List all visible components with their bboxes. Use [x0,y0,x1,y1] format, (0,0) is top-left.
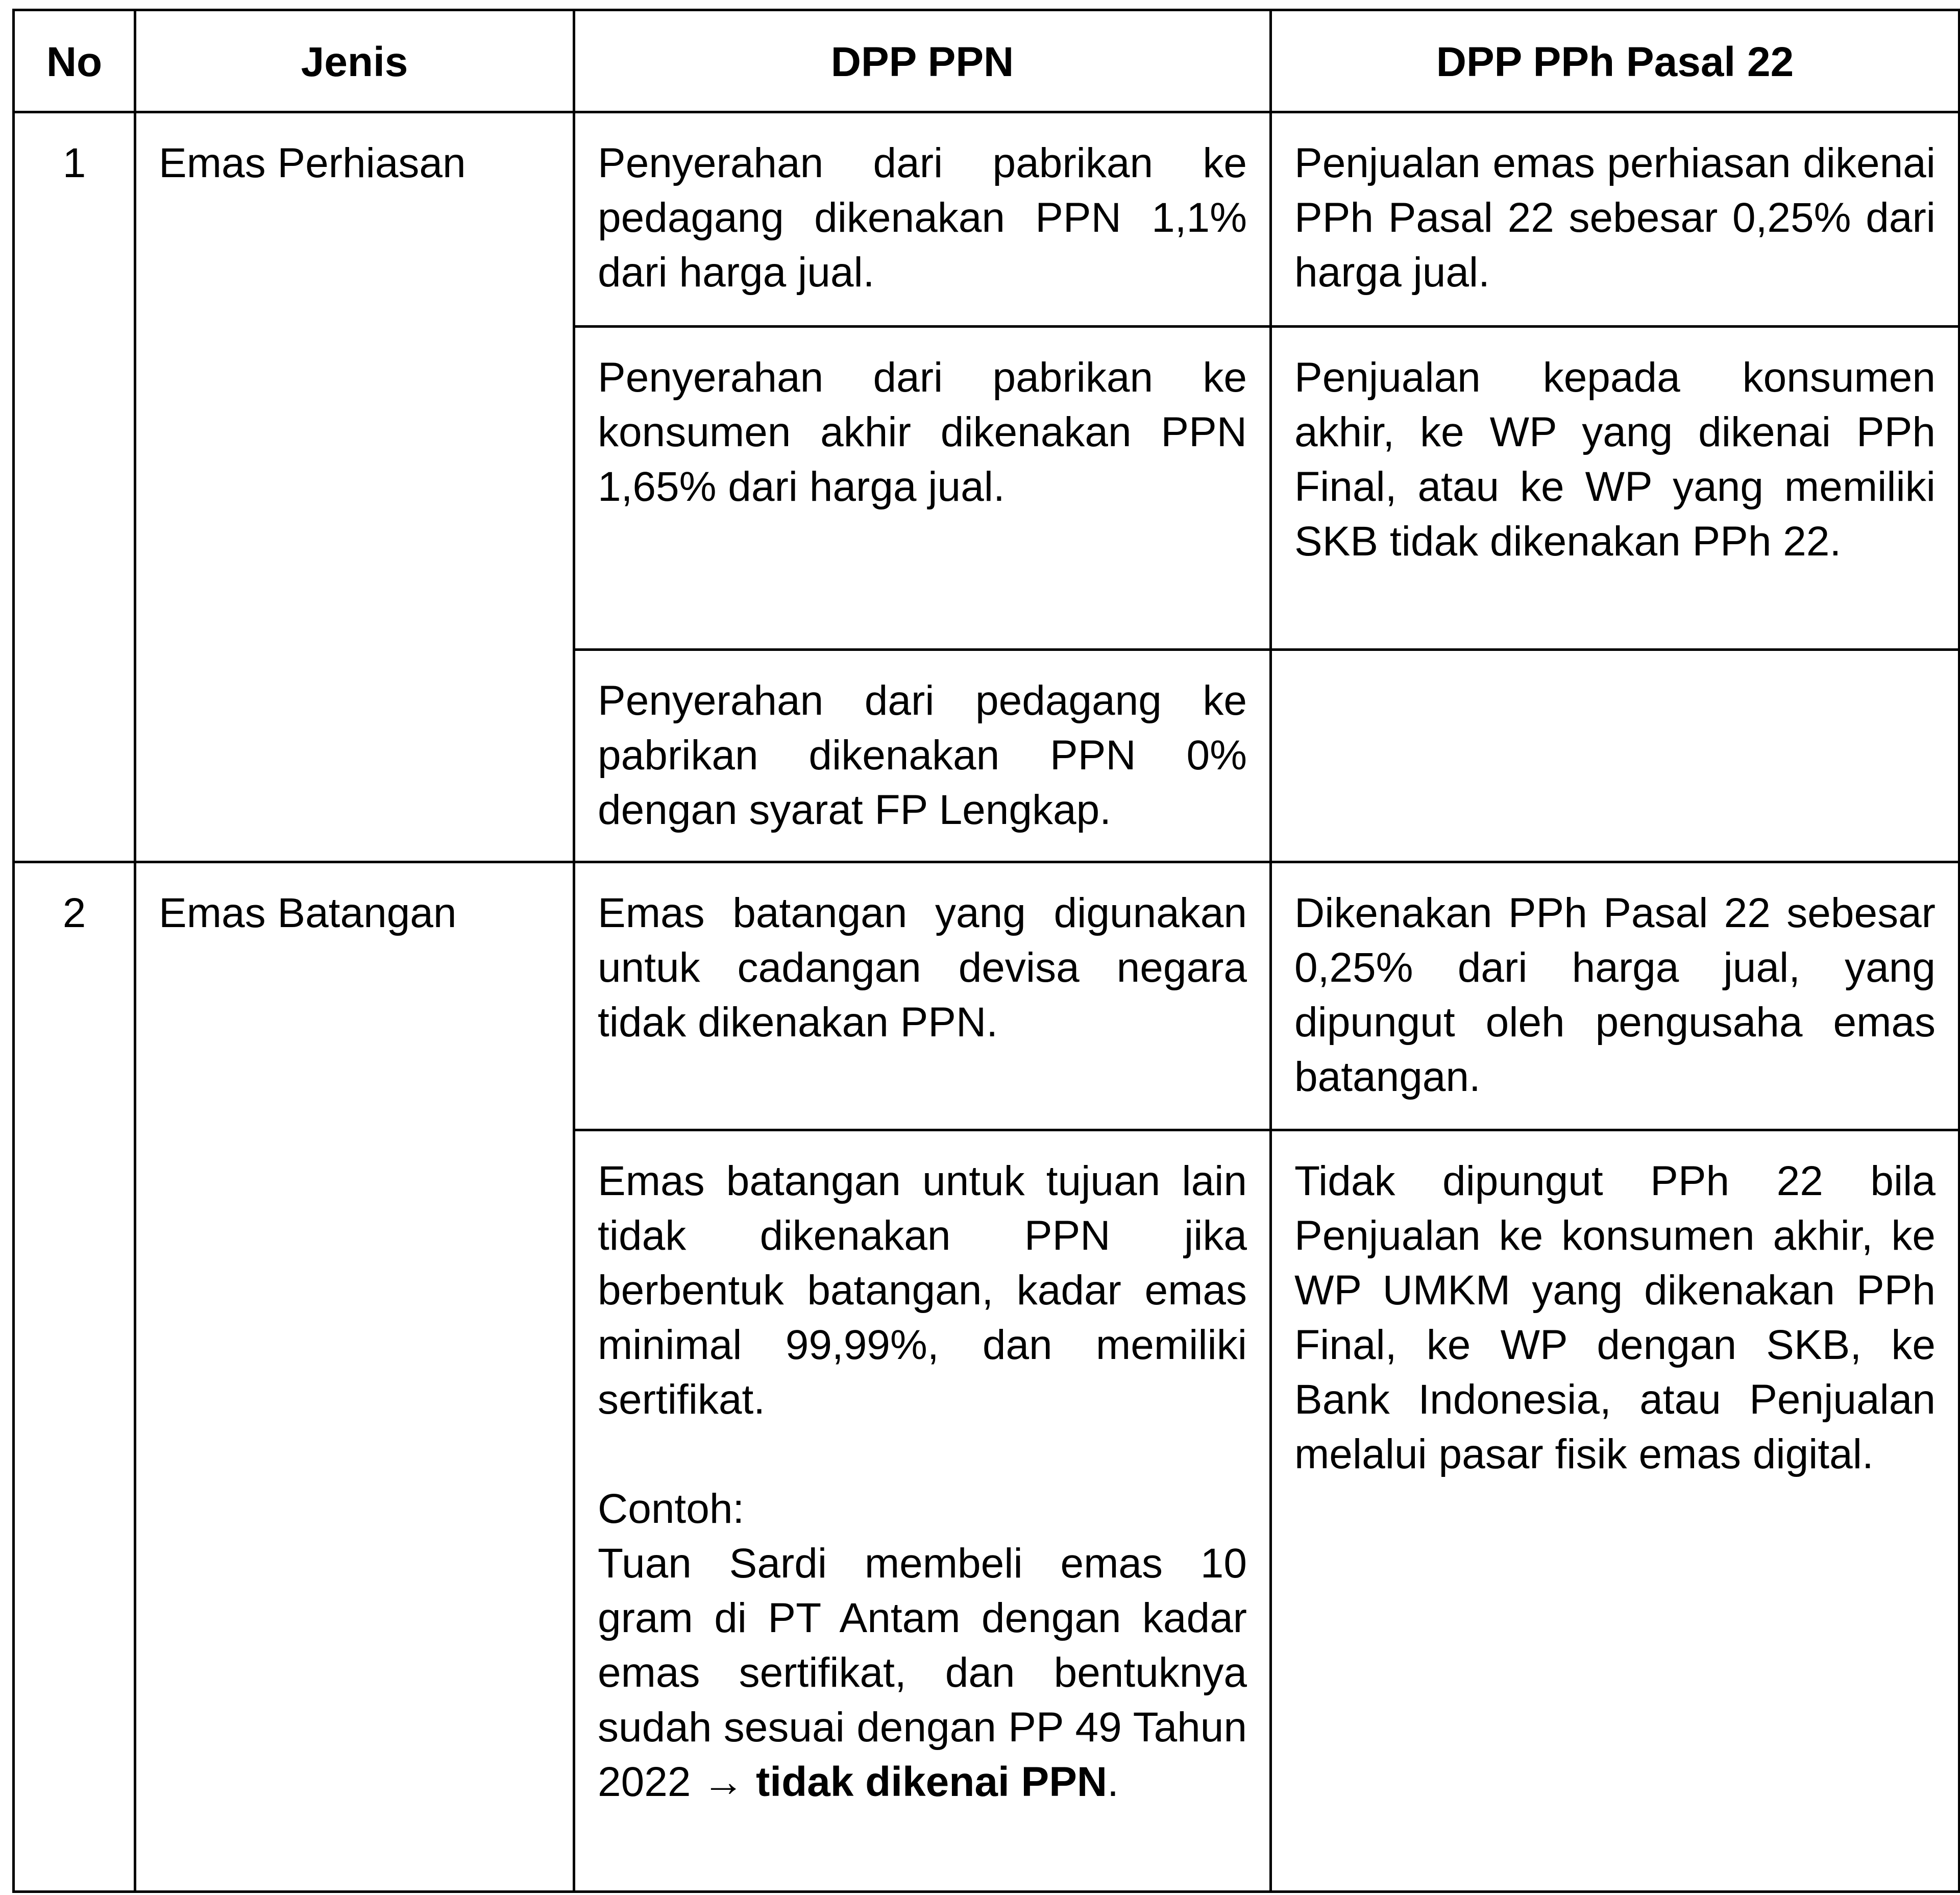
paragraph-spacer [598,1427,1247,1481]
example-conclusion: tidak dikenai PPN [756,1759,1108,1805]
dpp-ppn-cell [574,1130,1271,1892]
dpp-pph22-cell: Penjualan kepada konsumen akhir, ke WP yang dikenai PPh Final, atau ke WP yang memiliki SKB tidak dikenakan PPh 22. [1271,327,1959,650]
dpp-ppn-cell: Emas batangan yang digunakan untuk cadangan devisa negara tidak dikenakan PPN. [574,862,1271,1130]
row-jenis: Emas Perhiasan [135,112,574,862]
example-end: . [1107,1759,1119,1805]
example-label: Contoh: [598,1486,745,1532]
header-no: No [14,10,135,112]
table-row [14,112,1959,327]
row-number: 1 [14,112,135,862]
dpp-ppn-cell: Penyerahan dari pedagang ke pabrikan dikenakan PPN 0% dengan syarat FP Lengkap. [574,650,1271,862]
table-row [14,862,1959,1130]
gold-tax-table [12,9,1960,1893]
dpp-ppn-cell: Penyerahan dari pabrikan ke pedagang dikenakan PPN 1,1% dari harga jual. [574,112,1271,327]
dpp-ppn-cell: Penyerahan dari pabrikan ke konsumen akhir dikenakan PPN 1,65% dari harga jual. [574,327,1271,650]
row-number: 2 [14,862,135,1892]
dpp-pph22-cell-empty [1271,650,1959,862]
dpp-pph22-cell: Tidak dipungut PPh 22 bila Penjualan ke konsumen akhir, ke WP UMKM yang dikenakan PPh Final, ke WP dengan SKB, ke Bank Indonesia, atau Penjualan melalui pasar fisik emas digital. [1271,1130,1959,1892]
header-row [14,10,1959,112]
ppn-paragraph: Emas batangan untuk tujuan lain tidak dikenakan PPN jika berbentuk batangan, kadar emas minimal 99,99%, dan memiliki sertifikat. [598,1158,1247,1423]
row-jenis: Emas Batangan [135,862,574,1892]
header-dpp-ppn: DPP PPN [574,10,1271,112]
example-paragraph [598,1536,1247,1809]
header-dpp-pph22: DPP PPh Pasal 22 [1271,10,1959,112]
example-text: Tuan Sardi membeli emas 10 gram di PT Antam dengan kadar emas sertifikat, dan bentuknya sudah sesuai dengan PP 49 Tahun 2022 → [598,1540,1247,1805]
dpp-pph22-cell: Penjualan emas perhiasan dikenai PPh Pasal 22 sebesar 0,25% dari harga jual. [1271,112,1959,327]
header-jenis: Jenis [135,10,574,112]
dpp-pph22-cell: Dikenakan PPh Pasal 22 sebesar 0,25% dari harga jual, yang dipungut oleh pengusaha emas batangan. [1271,862,1959,1130]
